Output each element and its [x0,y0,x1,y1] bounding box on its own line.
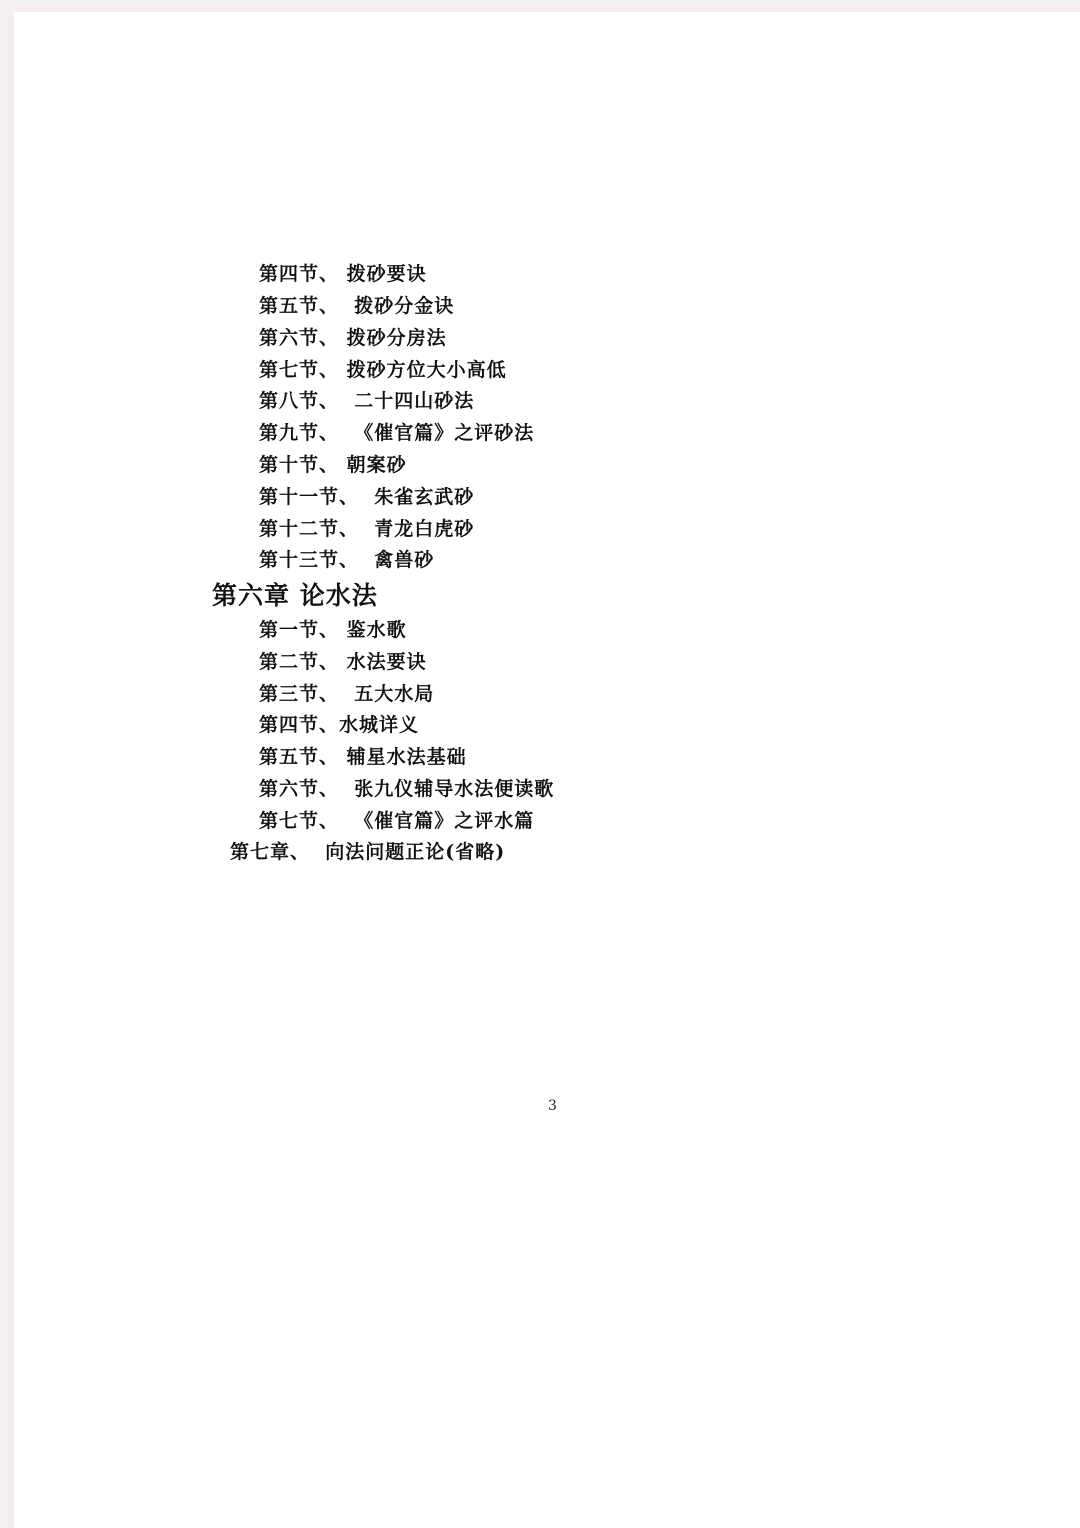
toc-entry-ch5-sec6: 第六节、 拨砂分房法 [259,327,447,349]
toc-entry-ch6-sec5: 第五节、 辅星水法基础 [259,746,467,768]
document-page [14,12,1080,1528]
toc-entry-ch5-sec9: 第九节、 《催官篇》之评砂法 [259,422,535,444]
toc-entry-ch5-sec8: 第八节、 二十四山砂法 [259,390,475,412]
toc-entry-ch6-sec3: 第三节、 五大水局 [259,683,435,705]
toc-chapter-6-heading: 第六章 论水法 [212,581,378,610]
toc-entry-ch6-sec2: 第二节、 水法要诀 [259,651,427,673]
page-number: 3 [548,1098,557,1114]
toc-entry-ch6-sec1: 第一节、 鉴水歌 [259,619,407,641]
toc-entry-ch6-sec4: 第四节、水城详义 [259,714,420,736]
toc-entry-ch5-sec4: 第四节、 拨砂要诀 [259,263,427,285]
toc-chapter-7-heading: 第七章、 向法问题正论(省略) [230,841,506,863]
table-of-contents [14,12,1080,1528]
toc-entry-ch6-sec7: 第七节、 《催官篇》之评水篇 [259,810,535,832]
toc-entry-ch5-sec13: 第十三节、 禽兽砂 [259,549,435,571]
toc-entry-ch5-sec7: 第七节、 拨砂方位大小高低 [259,359,507,381]
toc-entry-ch6-sec6: 第六节、 张九仪辅导水法便读歌 [259,778,555,800]
toc-entry-ch5-sec5: 第五节、 拨砂分金诀 [259,295,455,317]
toc-entry-ch5-sec11: 第十一节、 朱雀玄武砂 [259,486,475,508]
toc-entry-ch5-sec12: 第十二节、 青龙白虎砂 [259,518,475,540]
toc-entry-ch5-sec10: 第十节、 朝案砂 [259,454,407,476]
